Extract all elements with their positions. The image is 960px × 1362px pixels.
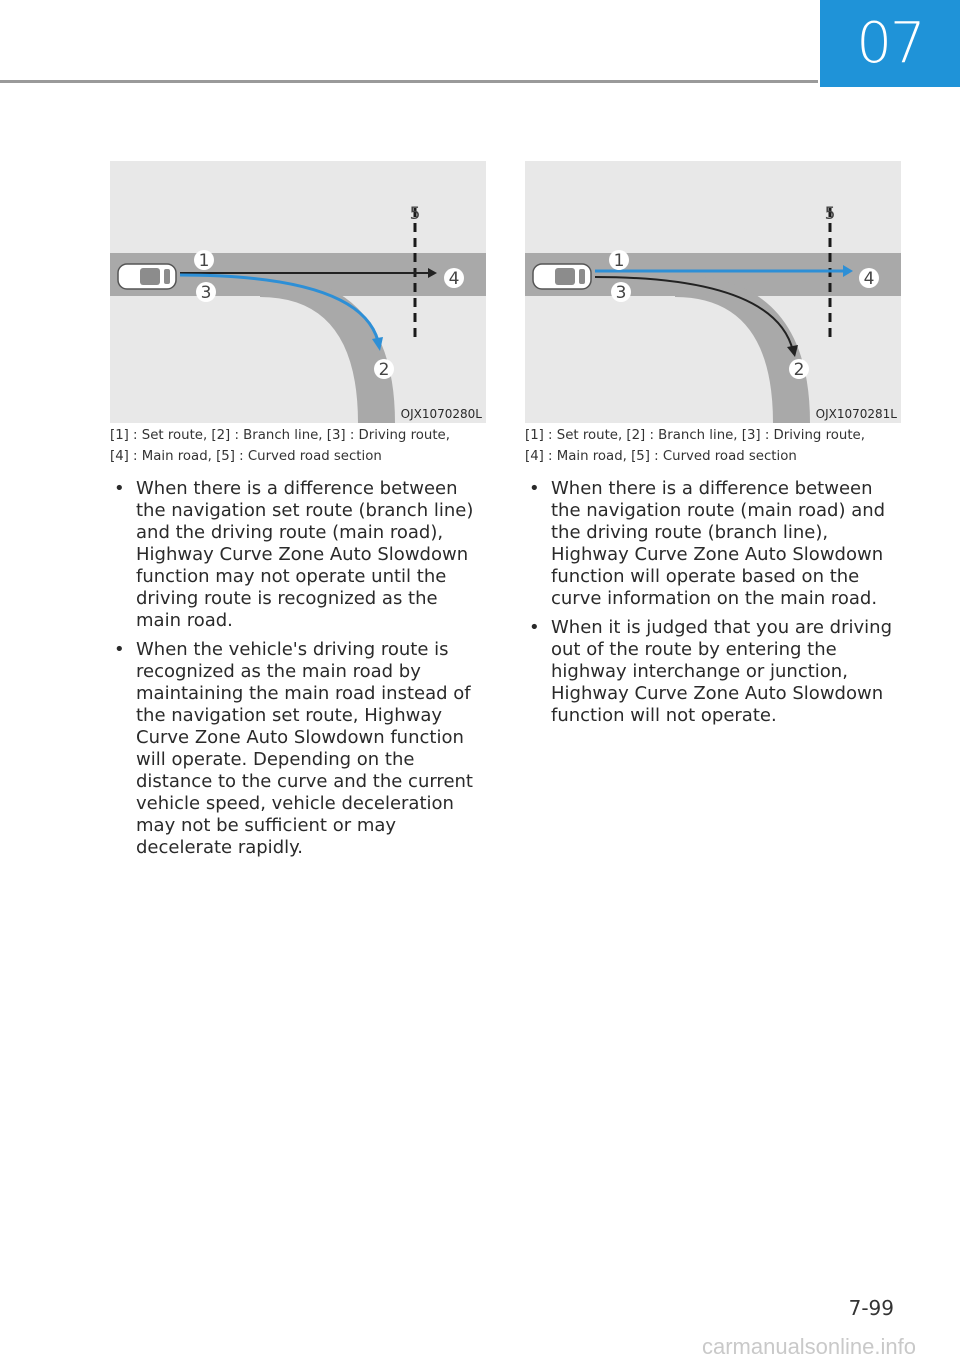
bullet-mark: • [529,617,540,638]
bullet-list-right [525,478,895,734]
figure-right-diagram [525,161,901,423]
list-item [110,478,480,632]
bullet-text: When there is a difference between the navigation set route (branch line) and the driving route (main road), Highway Curve Zone Auto Slowdown function may not operate until the driving route is recognized as the main road. [136,478,474,631]
figure-right [525,161,901,423]
caption-line: [4] : Main road, [5] : Curved road section [110,449,382,464]
car-icon [533,264,591,289]
caption-line: [1] : Set route, [2] : Branch line, [3] : Driving route, [525,428,865,443]
list-item [525,617,895,727]
figure-caption-left [110,425,490,467]
bullet-list-left [110,478,480,866]
figure-label-2: 2 [378,360,390,380]
figure-label-5: 5 [409,204,421,224]
bullet-text: When the vehicle's driving route is recognized as the main road by maintaining the main road instead of the navigation set route, Highway Curve Zone Auto Slowdown function will operate. Depending on the distance to the curve and the current vehicle speed, vehicle deceleration may not be sufficient or may decelerate rapidly. [136,639,473,858]
figure-code: OJX1070280L [400,407,482,421]
figure-left [110,161,486,423]
header-rule [0,80,818,83]
figure-label-1: 1 [198,251,210,271]
figure-label-5: 5 [824,204,836,224]
bullet-text: When there is a difference between the navigation route (main road) and the driving route (branch line), Highway Curve Zone Auto Slowdown function will operate based on the curve information on the main road. [551,478,886,609]
watermark: carmanualsonline.info [701,1334,916,1359]
car-icon [118,264,176,289]
label-3-badge [196,282,216,303]
list-item [525,478,895,610]
figure-caption-right [525,425,905,467]
caption-line: [4] : Main road, [5] : Curved road section [525,449,797,464]
figure-label-4: 4 [448,269,460,289]
bullet-text: When it is judged that you are driving out of the route by entering the highway interchange or junction, Highway Curve Zone Auto Slowdown function will not operate. [551,617,892,726]
bullet-mark: • [529,478,540,499]
bullet-mark: • [114,478,125,499]
page-number: 7-99 [848,1296,894,1320]
branch-road [260,275,395,423]
list-item [110,639,480,859]
caption-line: [1] : Set route, [2] : Branch line, [3] : Driving route, [110,428,450,443]
figure-left-diagram [110,161,486,423]
figure-label-2: 2 [793,360,805,380]
label-3-badge [611,282,631,303]
figure-label-3: 3 [200,283,212,303]
figure-label-1: 1 [613,251,625,271]
figure-label-4: 4 [863,269,875,289]
bullet-mark: • [114,639,125,660]
figure-label-3: 3 [615,283,627,303]
chapter-tab: 07 [820,0,960,87]
figure-code: OJX1070281L [815,407,897,421]
